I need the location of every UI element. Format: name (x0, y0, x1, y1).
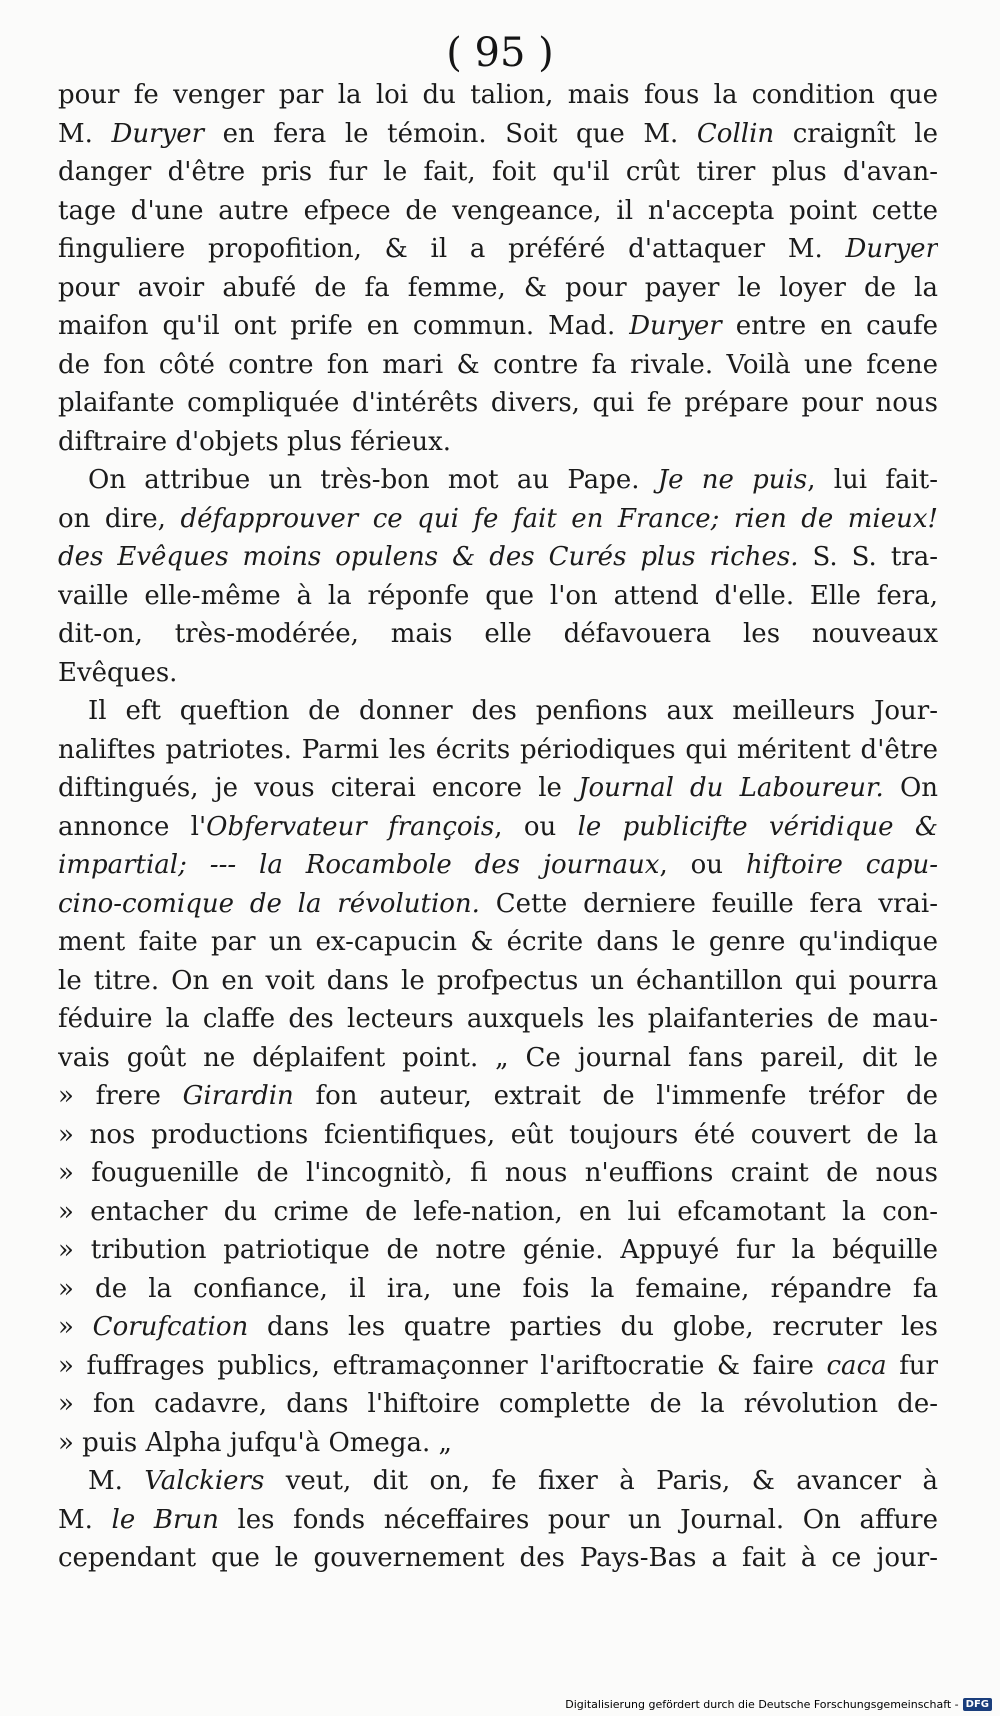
italic-text-segment: impartial; --- la Rocambole des journaux (58, 850, 660, 880)
text-segment: » frere (58, 1081, 183, 1111)
text-segment: maifon qu'il ont prife en commun. Mad. (58, 311, 630, 341)
italic-text-segment: caca (826, 1350, 887, 1381)
italic-text-segment: Duryer (629, 311, 722, 341)
text-segment: annonce l' (58, 811, 207, 842)
footer-credit-text: Digitalisierung gefördert durch die Deutsche Forschungsgemeinschaft - (565, 1698, 959, 1711)
text-segment: M. (58, 118, 112, 149)
text-segment: » puis Alpha jufqu'à Omega. „ (58, 1427, 452, 1458)
text-line (58, 1154, 938, 1193)
text-segment: fur (886, 1350, 938, 1381)
text-segment: M. (88, 1466, 145, 1496)
text-line (58, 1039, 938, 1078)
text-line (58, 654, 938, 693)
italic-text-segment: hiftoire capu- (745, 850, 938, 880)
text-line (58, 1424, 938, 1463)
text-segment: » de la confiance, il ira, une fois la femaine, répandre fa (58, 1273, 938, 1304)
text-segment: en fera le témoin. Soit que M. (204, 118, 697, 149)
text-segment: cependant que le gouvernement des Pays-Bas a fait à ce jour- (58, 1543, 938, 1573)
text-line (58, 1462, 938, 1501)
italic-text-segment: Collin (696, 118, 775, 149)
text-segment: Cette derniere feuille fera vrai- (479, 888, 938, 919)
italic-text-segment: Duryer (845, 234, 938, 264)
text-line (58, 1308, 938, 1347)
text-line (58, 846, 938, 885)
text-segment: pour avoir abufé de fa femme, & pour payer le loyer de la (58, 272, 938, 303)
italic-text-segment: Duryer (111, 118, 205, 149)
digitization-footer (0, 1693, 1000, 1716)
text-line (58, 1231, 938, 1270)
italic-text-segment: défapprouver ce qui fe fait en France; rien de mieux! (180, 503, 938, 534)
text-segment: on dire, (58, 503, 181, 534)
text-segment: , ou (494, 811, 578, 842)
text-segment: » tribution patriotique de notre génie. Appuyé fur la béquille (58, 1235, 938, 1265)
italic-text-segment: Corufcation (92, 1312, 249, 1342)
text-line (58, 885, 938, 924)
italic-text-segment: Je ne puis (657, 465, 808, 495)
text-line (58, 538, 938, 577)
text-segment: Il eft queftion de donner des penfions aux meilleurs Jour- (88, 696, 938, 726)
text-segment: féduire la claffe des lecteurs auxquels les plaifanteries de mau- (58, 1004, 938, 1034)
text-line (58, 1539, 938, 1578)
text-segment: » fuffrages publics, eftramaçonner l'ariftocratie & faire (58, 1350, 827, 1381)
italic-text-segment: Girardin (182, 1081, 294, 1111)
text-line (58, 115, 938, 154)
text-line (58, 577, 938, 616)
text-line (58, 1077, 938, 1116)
text-segment: plaifante compliquée d'intérêts divers, qui fe prépare pour nous (58, 388, 938, 418)
text-segment: diftingués, je vous citerai encore le (58, 773, 579, 803)
italic-text-segment: Valckiers (144, 1466, 265, 1496)
text-line (58, 923, 938, 962)
text-segment: craignît le (774, 118, 938, 149)
text-segment: » entacher du crime de lefe-nation, en lui efcamotant la con- (58, 1196, 938, 1227)
text-line (58, 615, 938, 654)
text-segment: fon auteur, extrait de l'immenfe tréfor de (293, 1081, 938, 1111)
body-text (58, 76, 938, 1578)
text-segment: dans les quatre parties du globe, recruter les (248, 1312, 938, 1342)
text-line (58, 461, 938, 500)
text-segment: finguliere propofition, & il a préféré d'attaquer M. (58, 234, 846, 264)
text-segment: veut, dit on, fe fixer à Paris, & avancer à (264, 1466, 938, 1496)
text-segment: S. S. tra- (798, 542, 938, 572)
text-segment: , ou (659, 850, 746, 880)
text-line (58, 692, 938, 731)
text-line (58, 384, 938, 423)
italic-text-segment: cino-comique de la révolution. (58, 888, 480, 919)
text-line (58, 76, 938, 115)
text-segment: M. (58, 1504, 112, 1535)
text-segment: » (58, 1312, 93, 1342)
text-line (58, 153, 938, 192)
text-segment: » nos productions fcientifiques, eût toujours été couvert de la (58, 1119, 938, 1150)
page-number: ( 95 ) (446, 30, 554, 76)
text-segment: On attribue un très-bon mot au Pape. (88, 465, 658, 495)
text-line (58, 423, 938, 462)
text-segment: vais goût ne déplaifent point. „ Ce journal fans pareil, dit le (58, 1042, 938, 1073)
italic-text-segment: Obfervateur françois (206, 811, 495, 842)
text-segment: vaille elle-même à la réponfe que l'on attend d'elle. Elle fera, (58, 580, 938, 611)
text-segment: de fon côté contre fon mari & contre fa rivale. Voilà une fcene (58, 349, 938, 380)
text-segment: naliftes patriotes. Parmi les écrits périodiques qui méritent d'être (58, 734, 938, 765)
text-line (58, 962, 938, 1001)
text-segment: , lui fait- (807, 465, 938, 495)
text-line (58, 769, 938, 808)
text-line (58, 500, 938, 539)
text-line (58, 1347, 938, 1386)
text-line (58, 230, 938, 269)
text-segment: pour fe venger par la loi du talion, mais fous la condition que (58, 80, 938, 110)
text-segment: ment faite par un ex-capucin & écrite dans le genre qu'indique (58, 927, 938, 957)
text-line (58, 1193, 938, 1232)
text-line (58, 1116, 938, 1155)
text-segment: entre en caufe (721, 311, 938, 341)
text-segment: Evêques. (58, 657, 178, 688)
text-line (58, 269, 938, 308)
text-line (58, 307, 938, 346)
text-segment: le titre. On en voit dans le profpectus un échantillon qui pourra (58, 965, 938, 996)
text-segment: » fouguenille de l'incognitò, fi nous n'euffions craint de nous (58, 1158, 938, 1188)
dfg-logo: DFG (963, 1698, 992, 1711)
text-segment: tage d'une autre efpece de vengeance, il n'accepta point cette (58, 195, 938, 226)
text-line (58, 1385, 938, 1424)
text-line (58, 1501, 938, 1540)
text-line (58, 1000, 938, 1039)
text-segment: danger d'être pris fur le fait, foit qu'il crût tirer plus d'avan- (58, 157, 938, 187)
text-line (58, 192, 938, 231)
italic-text-segment: des Evêques moins opulens & des Curés plus riches. (58, 542, 799, 572)
italic-text-segment: le Brun (111, 1504, 219, 1535)
text-segment: On (883, 773, 938, 803)
text-segment: » fon cadavre, dans l'hiftoire complette de la révolution de- (58, 1389, 938, 1419)
text-segment: diftraire d'objets plus férieux. (58, 426, 452, 457)
text-line (58, 346, 938, 385)
text-line (58, 808, 938, 847)
italic-text-segment: le publicifte véridique & (577, 811, 938, 842)
text-segment: dit-on, très-modérée, mais elle défavouera les nouveaux (58, 619, 938, 649)
text-line (58, 1270, 938, 1309)
text-line (58, 731, 938, 770)
text-segment: les fonds néceffaires pour un Journal. On affure (218, 1504, 938, 1535)
italic-text-segment: Journal du Laboureur. (578, 773, 884, 803)
